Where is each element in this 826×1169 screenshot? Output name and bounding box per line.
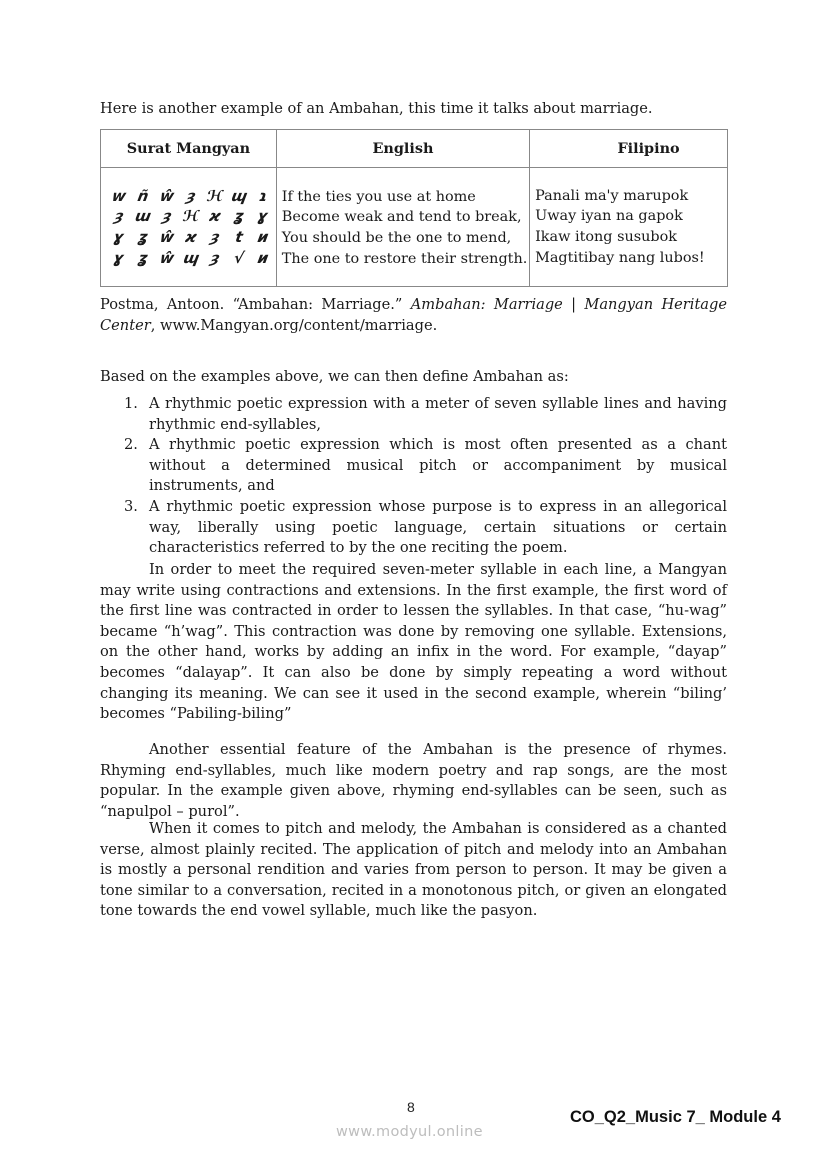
page-number: 8 [407, 1099, 415, 1115]
script-glyph: ϰ [183, 228, 199, 246]
script-glyph: ɯ [133, 207, 153, 226]
definition-intro: Based on the examples above, we can then define Ambahan as: [100, 368, 569, 385]
list-text: A rhythmic poetic expression with a meter of seven syllable lines and having rhythmic end-syllables, [149, 395, 727, 433]
citation-title: Ambahan: Marriage | Mangyan Heritage Center [100, 296, 727, 334]
script-glyph: √ [232, 248, 246, 267]
paragraph-pitch-melody [100, 819, 727, 922]
script-glyph: ŵ [158, 228, 176, 246]
list-number: 2. [124, 436, 138, 454]
definition-list [100, 394, 727, 559]
script-glyph: и [256, 248, 270, 267]
website-watermark: www.modyul.online [336, 1124, 483, 1140]
script-row [107, 206, 276, 227]
script-row [107, 186, 276, 207]
script-glyph: ɣ [111, 228, 127, 246]
english-line: Become weak and tend to break, [281, 209, 522, 226]
list-text: A rhythmic poetic expression which is most often presented as a chant without a determined musical pitch or accompaniment by musical instruments, and [149, 436, 727, 495]
citation-author: Postma, Antoon. “Ambahan: Marriage.” [100, 296, 411, 313]
header-english: English [276, 130, 529, 168]
script-glyph: ʓ [136, 248, 150, 267]
paragraph-text: In order to meet the required seven-meter syllable in each line, a Mangyan may write using contractions and extensions. In the first example, the first word of the first line was contracted in order to lessen the syllables. In that case, “hu-wag” became “h’wag”. This contraction was done by removing one syllable. Extensions, on the other hand, works by adding an infix in the word. For example, “dayap” becomes “dalayap”. It can also be done by simply repeating a word without changing its meaning. We can see it used in the second example, wherein “biling’ becomes “Pabiling-biling” [100, 561, 727, 723]
script-glyph: ŵ [158, 186, 176, 205]
script-glyph: t [233, 228, 245, 246]
script-glyph: ℋ [205, 186, 225, 205]
filipino-lines [530, 186, 727, 268]
list-item [100, 435, 727, 497]
script-glyph: ȝ [184, 186, 198, 205]
english-line: If the ties you use at home [281, 188, 476, 205]
table-header-row [101, 130, 728, 168]
script-glyph: ʓ [232, 207, 246, 226]
filipino-line: Ikaw itong susubok [535, 229, 677, 245]
script-glyph: ɰ [181, 248, 201, 267]
list-text: A rhythmic poetic expression whose purpose is to express in an allegorical way, liberally using poetic language, certain situations or certain characteristics referred to by the one reciting the poem. [149, 497, 727, 557]
english-translation-cell [276, 168, 529, 287]
paragraph-contractions [100, 560, 727, 725]
english-lines [277, 185, 529, 269]
script-glyph: ʓ [136, 228, 150, 246]
paragraph-text: When it comes to pitch and melody, the Ambahan is considered as a chanted verse, almost plainly recited. The application of pitch and melody into an Ambahan is mostly a personal rendition and varies from person to person. It may be given a tone similar to a conversation, recited in a monotonous pitch, or given an elongated tone towards the end vowel syllable, much like the pasyon. [100, 820, 727, 920]
script-glyph: ɣ [255, 207, 271, 226]
script-glyph: w [110, 186, 128, 205]
script-glyph: ñ [136, 186, 150, 205]
header-filipino: Filipino [530, 130, 728, 168]
module-label: CO_Q2_Music 7_ Module 4 [570, 1108, 781, 1126]
script-glyph: ɣ [111, 248, 127, 267]
header-surat-mangyan: Surat Mangyan [101, 130, 277, 168]
english-line: The one to restore their strength. [281, 250, 528, 267]
script-glyph: ɰ [229, 186, 249, 205]
citation-url: , www.Mangyan.org/content/marriage. [150, 316, 438, 334]
english-line: You should be the one to mend, [281, 230, 512, 246]
script-glyph: ȝ [160, 207, 174, 226]
script-row [107, 227, 276, 248]
script-glyph: ℋ [181, 207, 201, 226]
script-glyph: ɿ [256, 186, 270, 205]
citation [100, 295, 727, 336]
script-glyph: и [256, 228, 270, 246]
filipino-line: Uway iyan na gapok [535, 208, 683, 225]
list-item [100, 497, 727, 559]
surat-mangyan-script [101, 186, 276, 268]
paragraph-rhymes [100, 740, 727, 822]
script-glyph: ȝ [112, 207, 126, 226]
script-row [107, 248, 276, 269]
script-glyph: ϰ [207, 207, 223, 226]
list-number: 3. [124, 497, 138, 515]
script-glyph: ȝ [208, 248, 222, 267]
script-glyph: ȝ [208, 228, 222, 246]
filipino-line: Panali ma'y marupok [535, 187, 689, 204]
script-glyph: ŵ [158, 248, 176, 267]
surat-mangyan-script-cell [101, 168, 277, 287]
intro-text: Here is another example of an Ambahan, this time it talks about marriage. [100, 100, 653, 117]
list-number: 1. [124, 395, 138, 412]
ambahan-table [100, 129, 728, 287]
filipino-translation-cell [530, 168, 728, 287]
list-item [100, 394, 727, 435]
paragraph-text: Another essential feature of the Ambahan is the presence of rhymes. Rhyming end-syllables, much like modern poetry and rap songs, are the most popular. In the example given above, rhyming end-syllables can be seen, such as “napulpol – purol”. [100, 741, 727, 820]
table-row [101, 168, 728, 287]
filipino-line: Magtitibay nang lubos! [535, 249, 705, 266]
